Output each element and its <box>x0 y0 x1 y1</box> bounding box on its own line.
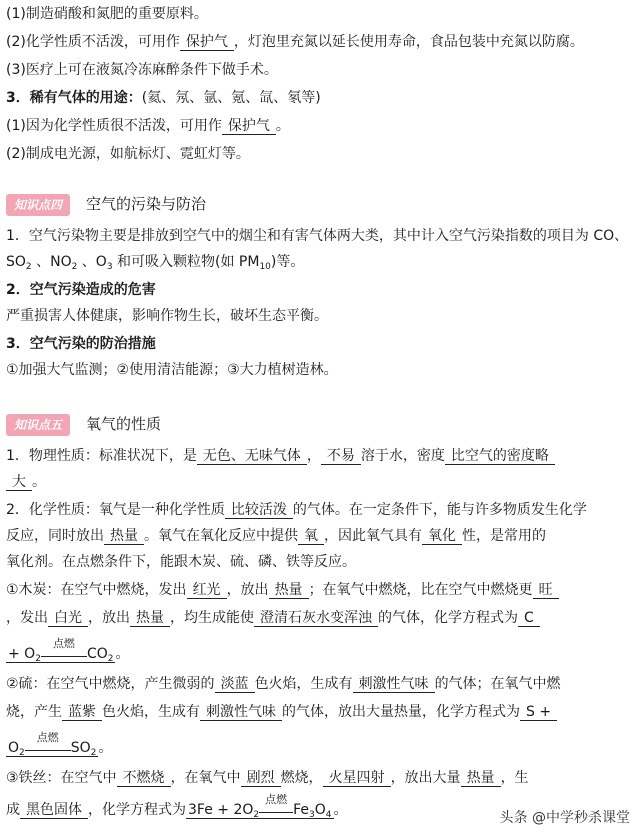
carbon-line-1: ①木炭：在空气中燃烧，发出 红光 ，放出 热量 ；在氧气中燃烧，比在空气中燃烧更 旺 <box>6 580 636 600</box>
k4-h2: 2．空气污染造成的危害 <box>6 282 156 298</box>
section-header-4 <box>6 194 636 216</box>
carbon-equation: + $O_2$ 点燃 $CO_2$ 。 <box>8 637 130 664</box>
answer-blank: 保护气 <box>222 118 276 135</box>
nitrogen-use-2: (2)化学性质不活泼，可用作 保护气 ，灯泡里充氮以延长使用寿命，食品包装中充氮以防腐。 <box>6 34 584 50</box>
k5-p1: 1．物理性质：标准状况下，是 无色、无味气体 ， 不易 溶于水，密度 比空气的密度略 <box>6 446 636 466</box>
section-title: 空气的污染与防治 <box>86 195 207 213</box>
knowledge-point-tag: 知识点五 <box>6 414 70 436</box>
k4-p2: 严重损害人体健康，影响作物生长，破坏生态平衡。 <box>6 308 328 324</box>
equation-answer: $3Fe + 2O_2$ 点燃 $Fe_3O_4$ <box>188 793 332 820</box>
carbon-line-2: ，发出 白光 ，放出 热量 ，均生成能使 澄清石灰水变浑浊 的气体，化学方程式为 C <box>6 608 636 628</box>
noble-gas-use-2: (2)制成电光源，如航标灯、霓虹灯等。 <box>6 146 250 162</box>
k5-p4: 氧化剂。在点燃条件下，能跟木炭、硫、磷、铁等反应。 <box>6 554 356 570</box>
reaction-condition: 点燃 <box>259 801 293 821</box>
section-header-5 <box>6 414 636 436</box>
k4-p1-cont: $SO_2$ 、$NO_2$ 、$O_3$ 和可吸入颗粒物(如 $PM_{10}$)等。 <box>6 254 305 272</box>
sulfur-equation: $O_2$ 点燃 $SO_2$ 。 <box>8 731 113 758</box>
k5-p1-cont: 大 。 <box>6 472 636 492</box>
iron-line-2: 成 黑色固体 ，化学方程式为 $3Fe + 2O_2$ 点燃 $Fe_3O_4$ 。 <box>6 793 348 820</box>
noble-gas-heading: 3．稀有气体的用途：(氦、氖、氩、氪、氙、氡等) <box>6 90 321 106</box>
k5-p3: 反应，同时放出 热量 。氧气在氧化反应中提供 氧 ，因此氧气具有 氧化 性，是常用的 <box>6 528 546 544</box>
sulfur-line-1: ②硫：在空气中燃烧，产生微弱的 淡蓝 色火焰，生成有 刺激性气味 的气体；在氧气中燃 <box>6 676 561 692</box>
sulfur-line-2: 烧，产生 蓝紫 色火焰，生成有 刺激性气味 的气体，放出大量热量，化学方程式为 S + <box>6 702 636 722</box>
answer-blank: 保护气 <box>180 34 234 51</box>
equation-answer: + $O_2$ 点燃 $CO_2$ <box>8 637 114 664</box>
section-title: 氧气的性质 <box>86 415 162 433</box>
k5-p2: 2．化学性质：氧气是一种化学性质 比较活泼 的气体。在一定条件下，能与许多物质发生化学 <box>6 502 587 518</box>
equation-answer: $O_2$ 点燃 $SO_2$ <box>8 731 97 758</box>
nitrogen-use-1: (1)制造硝酸和氮肥的重要原料。 <box>6 6 208 22</box>
reaction-condition: 点燃 <box>41 645 87 665</box>
watermark: 头条 @中学秒杀课堂 <box>499 810 630 826</box>
iron-line-1: ③铁丝：在空气中 不燃烧 ，在氧气中 剧烈 燃烧， 火星四射 ，放出大量 热量 ，生 <box>6 770 529 786</box>
k4-p3: ①加强大气监测；②使用清洁能源；③大力植树造林。 <box>6 362 338 378</box>
k4-h3: 3．空气污染的防治措施 <box>6 336 156 352</box>
reaction-condition: 点燃 <box>25 739 71 759</box>
nitrogen-use-3: (3)医疗上可在液氮冷冻麻醉条件下做手术。 <box>6 62 278 78</box>
noble-gas-use-1: (1)因为化学性质很不活泼，可用作 保护气 。 <box>6 118 290 134</box>
knowledge-point-tag: 知识点四 <box>6 194 70 216</box>
k4-p1: 1．空气污染物主要是排放到空气中的烟尘和有害气体两大类，其中计入空气污染指数的项目为 CO、 <box>6 228 629 244</box>
